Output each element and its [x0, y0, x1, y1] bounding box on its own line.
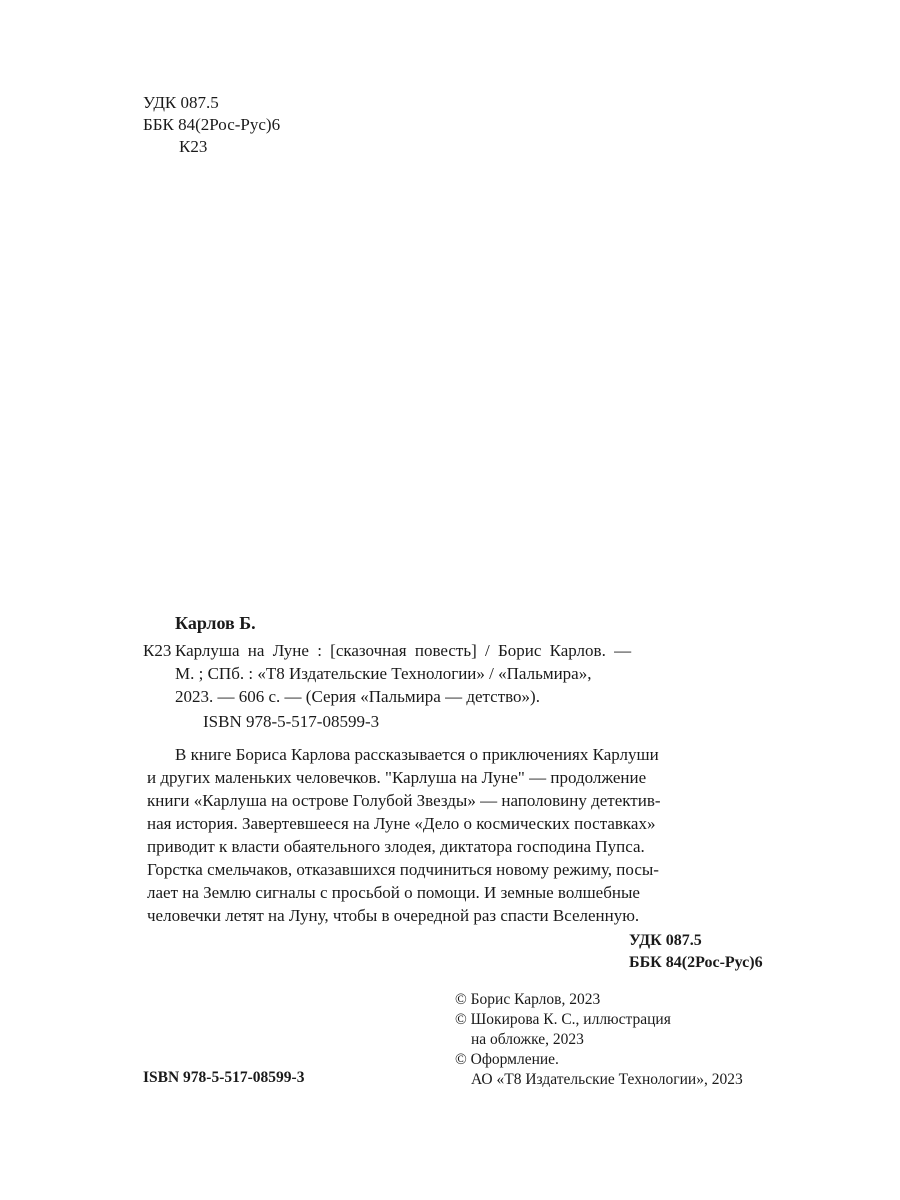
biblio-line-1-text: Карлуша на Луне : [сказочная повесть] / Борис Карлов. —	[175, 641, 632, 660]
abstract	[143, 743, 779, 927]
abstract-line: Горстка смельчаков, отказавшихся подчиниться новому режиму, посы-	[147, 860, 659, 879]
top-bbk-code: ББК 84(2Рос-Рус)6	[143, 115, 281, 134]
abstract-line: В книге Бориса Карлова рассказывается о приключениях Карлуши	[175, 745, 659, 764]
right-udk-code: УДК 087.5	[629, 932, 702, 949]
top-classification-codes	[143, 92, 280, 158]
abstract-line: ная история. Завертевшееся на Луне «Дело о космических поставках»	[147, 814, 656, 833]
abstract-line: человечки летят на Луну, чтобы в очередной раз спасти Вселенную.	[147, 906, 640, 925]
abstract-line: книги «Карлуша на острове Голубой Звезды» — наполовину детектив-	[147, 791, 661, 810]
biblio-line-1	[175, 639, 779, 662]
abstract-line: лает на Землю сигналы с просьбой о помощи. И земные волшебные	[147, 883, 640, 902]
copyright-block	[455, 990, 785, 1090]
biblio-line-2: М. ; СПб. : «Т8 Издательские Технологии» / «Пальмира»,	[175, 664, 592, 683]
top-udk-code: УДК 087.5	[143, 93, 219, 112]
right-bbk-code: ББК 84(2Рос-Рус)6	[629, 954, 763, 971]
isbn-bottom: ISBN 978-5-517-08599-3	[143, 1069, 305, 1086]
copyright-illustrator: © Шокирова К. С., иллюстрация	[455, 1011, 671, 1028]
abstract-line: приводит к власти обаятельного злодея, диктатора господина Пупса.	[147, 837, 645, 856]
top-author-mark: К23	[179, 137, 208, 156]
abstract-line: и других маленьких человечков. "Карлуша на Луне" — продолжение	[147, 768, 647, 787]
card-isbn: ISBN 978-5-517-08599-3	[203, 712, 380, 731]
copyright-author: © Борис Карлов, 2023	[455, 991, 601, 1008]
biblio-line-3: 2023. — 606 с. — (Серия «Пальмира — детство»).	[175, 687, 540, 706]
catalog-card	[143, 612, 779, 927]
card-author-mark: К23	[143, 641, 172, 660]
bibliographic-record	[143, 639, 779, 708]
card-author: Карлов Б.	[175, 613, 256, 633]
copyright-illustrator-cont: на обложке, 2023	[471, 1031, 584, 1048]
copyright-publisher: АО «Т8 Издательские Технологии», 2023	[471, 1071, 743, 1088]
copyright-design: © Оформление.	[455, 1051, 559, 1068]
right-classification-codes	[629, 930, 763, 974]
